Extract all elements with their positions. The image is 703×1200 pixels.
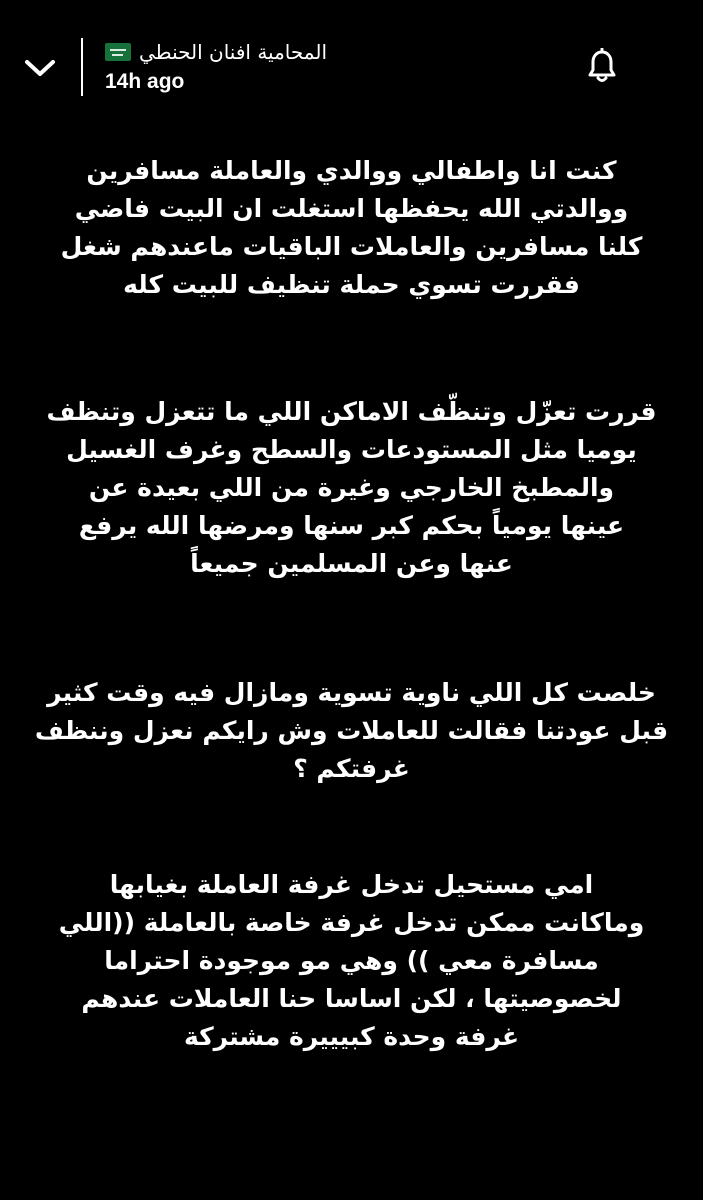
story-paragraph-3: خلصت كل اللي ناوية تسوية ومازال فيه وقت كثير قبل عودتنا فقالت للعاملات وش رايكم نعزل وننظف غرفتكم ؟ bbox=[34, 678, 669, 783]
post-time: 14h ago bbox=[105, 70, 185, 93]
account-name-row bbox=[105, 38, 327, 66]
story-paragraph-2: قررت تعزّل وتنظّف الاماكن اللي ما تتعزل وتنظف يوميا مثل المستودعات والسطح وغرف الغسيل والمطبخ الخارجي وغيرة من اللي بعيدة عن عينها يومياً بحكم كبر سنها ومرضها الله يرفع عنها وعن المسلمين جميعاً bbox=[46, 397, 657, 578]
account-info[interactable] bbox=[105, 38, 327, 94]
account-name[interactable]: المحامية افنان الحنطي bbox=[139, 40, 328, 64]
bell-icon bbox=[587, 48, 617, 84]
notification-bell-button[interactable] bbox=[582, 44, 622, 88]
story-paragraph-1: كنت انا واطفالي ووالدي والعاملة مسافرين ووالدتي الله يحفظها استغلت ان البيت فاضي كلنا مسافرين والعاملات الباقيات ماعندهم شغل فقررت تسوي حملة تنظيف للبيت كله bbox=[60, 156, 643, 299]
saudi-flag-icon bbox=[105, 43, 131, 61]
chevron-down-icon bbox=[24, 58, 56, 78]
story-paragraph-4: امي مستحيل تدخل غرفة العاملة بغيابها وماكانت ممكن تدخل غرفة خاصة بالعاملة ((اللي مسافرة معي )) وهي مو موجودة احتراما لخصوصيتها ، لكن اساسا حنا العاملات عندهم غرفة وحدة كبيييرة مشتركة bbox=[58, 870, 645, 1051]
story-header bbox=[0, 0, 703, 130]
close-story-button[interactable] bbox=[18, 48, 62, 88]
header-divider bbox=[81, 38, 83, 96]
